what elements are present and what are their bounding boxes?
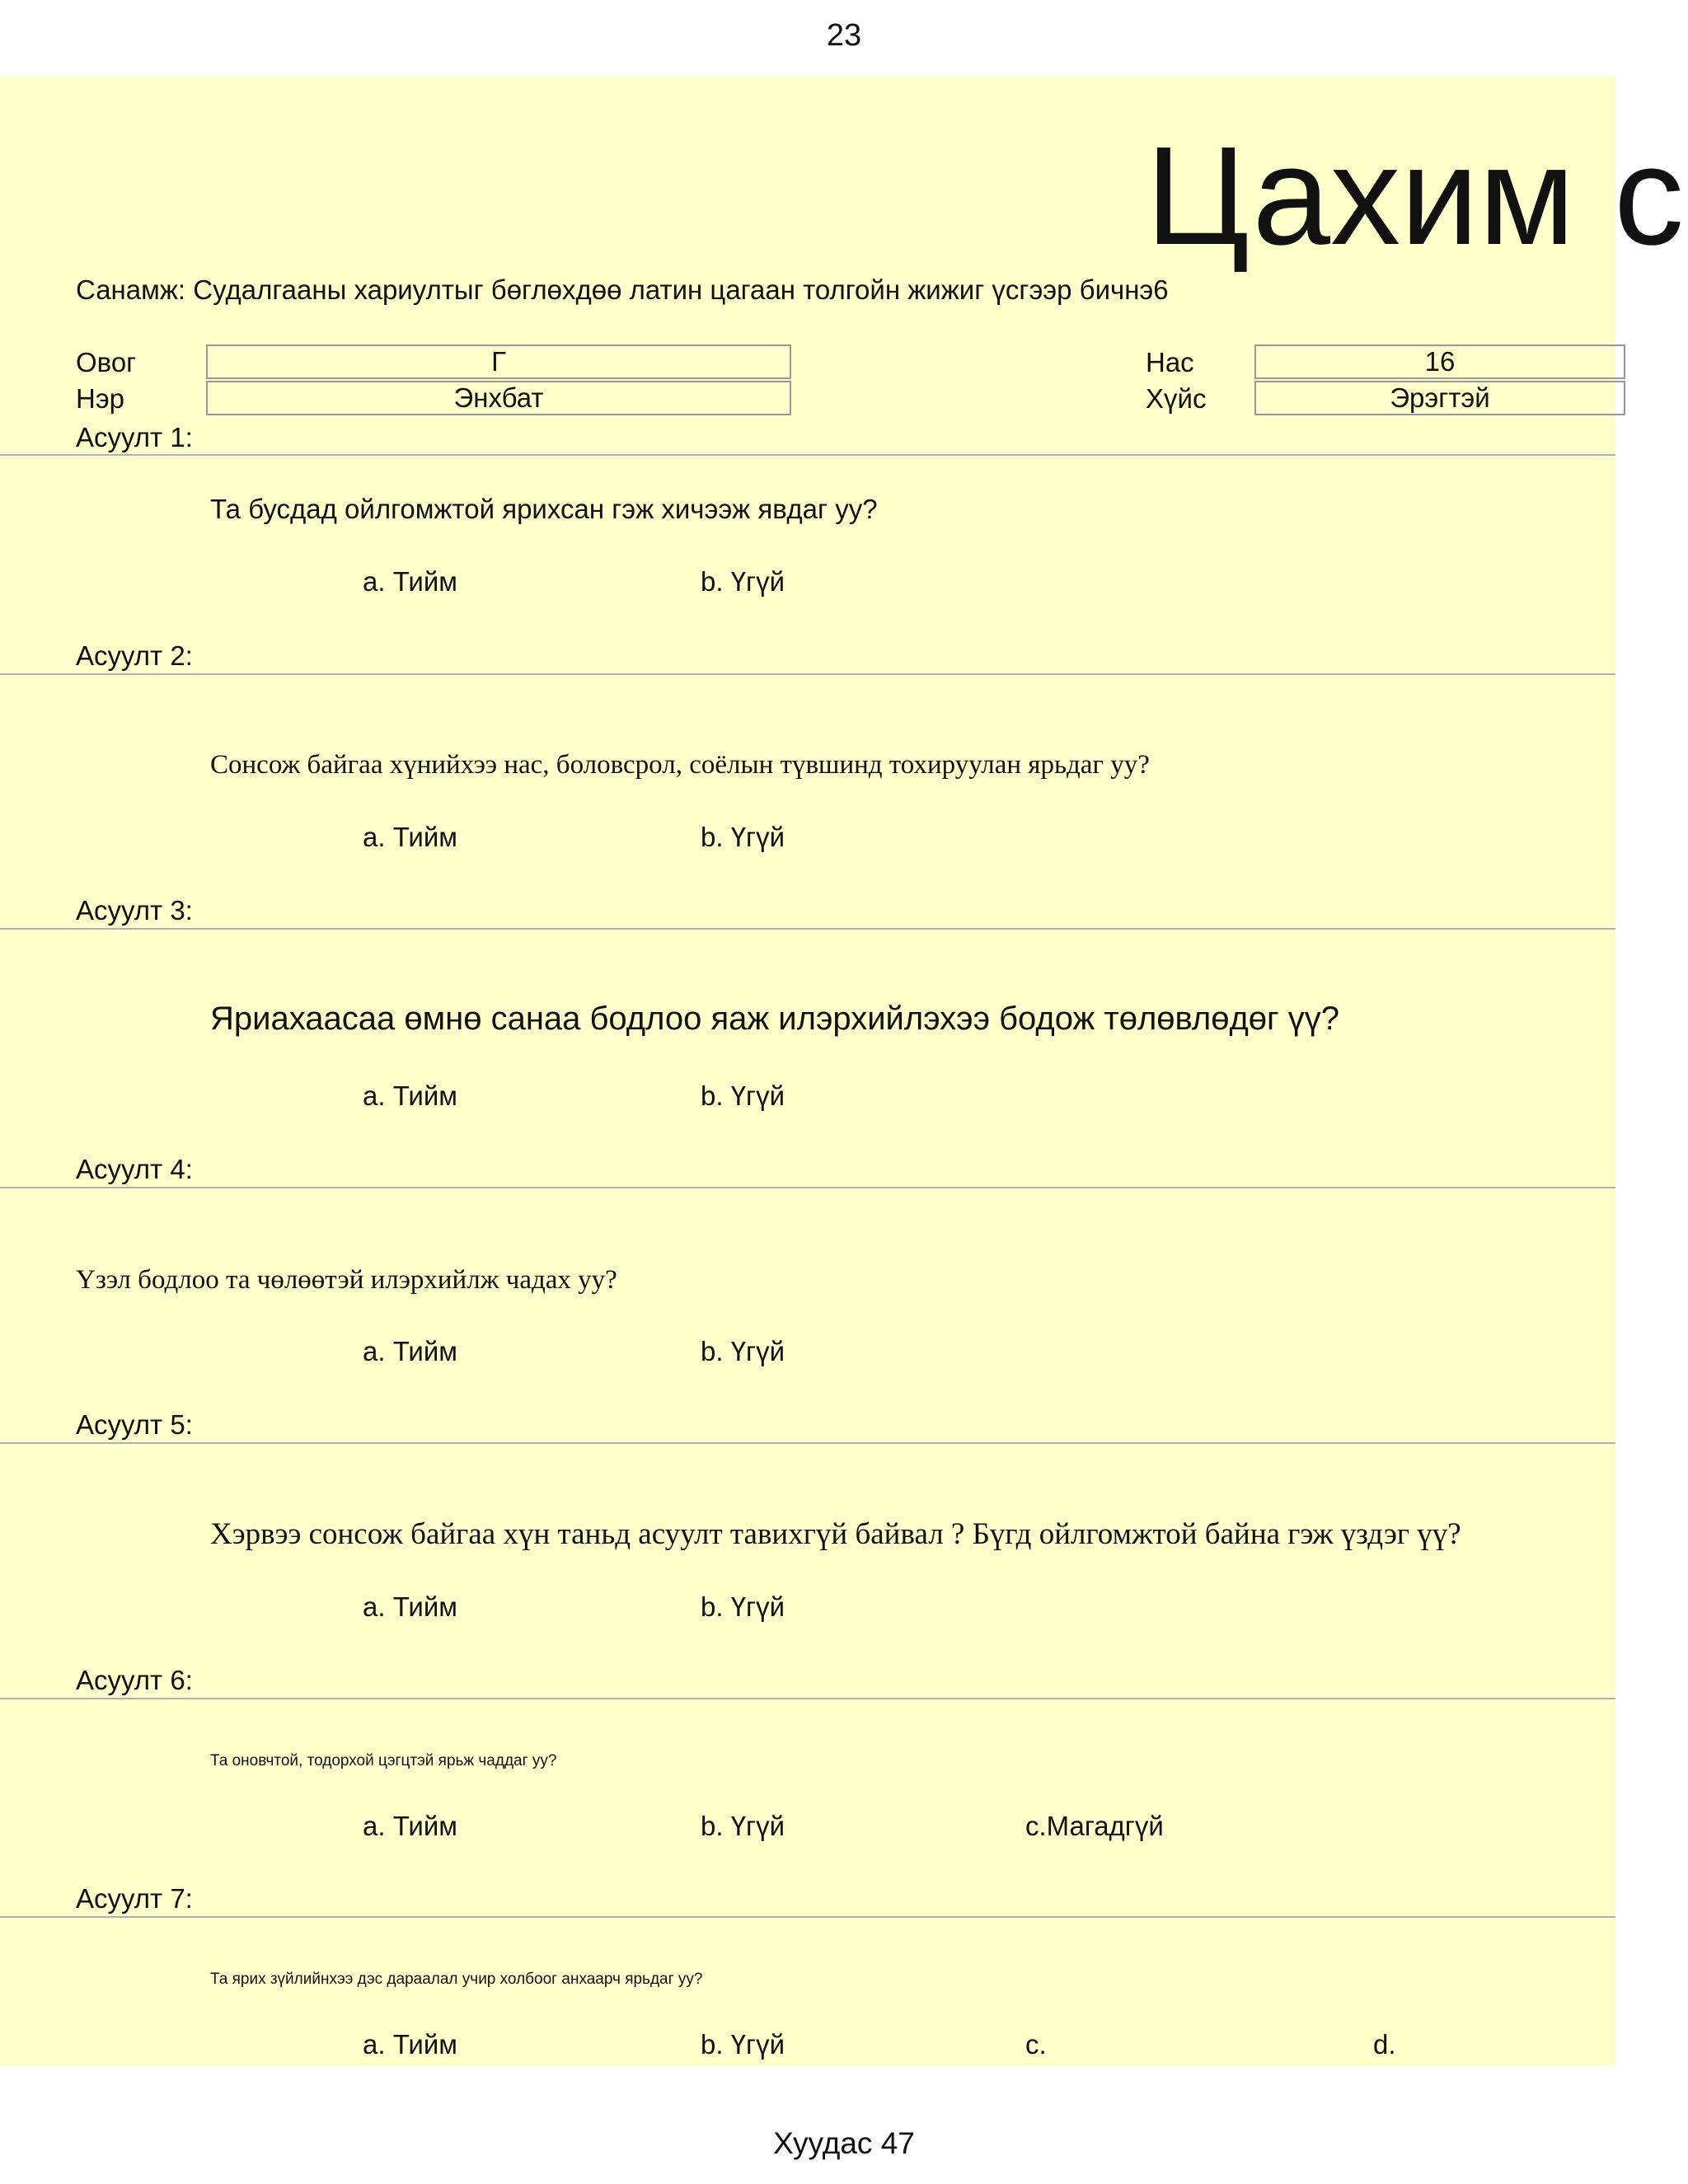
first-name-label: Нэр (76, 383, 125, 414)
question-3-option-b[interactable]: b. Үгүй (701, 1080, 785, 1111)
question-4-label: Асуулт 4: (76, 1154, 193, 1184)
divider (0, 1698, 1615, 1699)
question-5-option-b[interactable]: b. Үгүй (701, 1591, 785, 1622)
question-5-option-a[interactable]: a. Тийм (363, 1591, 457, 1622)
question-6-option-a[interactable]: a. Тийм (363, 1811, 457, 1841)
first-name-field[interactable]: Энхбат (206, 381, 791, 415)
question-1-text: Та бусдад ойлгомжтой ярихсан гэж хичээж явдаг уу? (210, 494, 878, 524)
question-4-option-a[interactable]: a. Тийм (363, 1336, 457, 1366)
instruction-note: Санамж: Судалгааны хариултыг бөглөхдөө латин цагаан толгойн жижиг үсгээр бичнэ6 (76, 274, 1169, 305)
question-5-label: Асуулт 5: (76, 1409, 193, 1440)
page-footer: Хуудас 47 (773, 2126, 915, 2160)
gender-label: Хүйс (1146, 383, 1207, 414)
survey-sheet (0, 77, 1685, 2066)
question-6-label: Асуулт 6: (76, 1665, 193, 1695)
question-4-text: Үзэл бодлоо та чөлөөтэй илэрхийлж чадах уу? (76, 1265, 617, 1295)
age-field[interactable]: 16 (1254, 344, 1625, 379)
question-2-option-a[interactable]: a. Тийм (363, 822, 457, 852)
divider (0, 673, 1615, 675)
gender-field[interactable]: Эрэгтэй (1254, 381, 1625, 415)
question-1-option-a[interactable]: a. Тийм (363, 566, 457, 597)
question-6-option-b[interactable]: b. Үгүй (701, 1811, 785, 1841)
divider (0, 454, 1615, 456)
question-6-option-c[interactable]: c.Магадгүй (1025, 1811, 1164, 1841)
last-name-label: Овог (76, 347, 137, 377)
question-7-text: Та ярих зүйлийнхээ дэс дараалал учир холбоог анхаарч ярьдаг уу? (210, 1971, 703, 1988)
question-7-option-a[interactable]: a. Тийм (363, 2029, 457, 2060)
page-number: 23 (826, 18, 862, 53)
question-6-text: Та оновчтой, тодорхой цэгцтэй ярьж чаддаг уу? (210, 1752, 557, 1769)
question-4-option-b[interactable]: b. Үгүй (701, 1336, 785, 1366)
last-name-field[interactable]: Г (206, 344, 791, 379)
sheet-title: Цахим с (1146, 118, 1685, 274)
question-2-option-b[interactable]: b. Үгүй (701, 822, 785, 852)
question-2-label: Асуулт 2: (76, 640, 193, 671)
question-3-text: Яриахаасаа өмнө санаа бодлоо яаж илэрхийлэхээ бодож төлөвлөдөг үү? (210, 1001, 1339, 1037)
question-7-option-d[interactable]: d. (1373, 2029, 1396, 2060)
age-label: Нас (1146, 347, 1194, 377)
question-7-option-b[interactable]: b. Үгүй (701, 2029, 785, 2060)
question-5-text: Хэрвээ сонсож байгаа хүн таньд асуулт тавихгүй байвал ? Бүгд ойлгомжтой байна гэж үздэг үү? (210, 1517, 1461, 1551)
question-7-label: Асуулт 7: (76, 1883, 193, 1914)
divider (0, 1442, 1615, 1444)
question-1-label: Асуулт 1: (76, 422, 193, 452)
question-7-option-c[interactable]: c. (1025, 2029, 1047, 2060)
question-2-text: Сонсож байгаа хүнийхээ нас, боловсрол, соёлын түвшинд тохируулан ярьдаг уу? (210, 750, 1150, 780)
question-3-option-a[interactable]: a. Тийм (363, 1080, 457, 1111)
divider (0, 1916, 1615, 1918)
question-1-option-b[interactable]: b. Үгүй (701, 566, 785, 597)
divider (0, 1187, 1615, 1188)
question-3-label: Асуулт 3: (76, 895, 193, 926)
divider (0, 928, 1615, 930)
